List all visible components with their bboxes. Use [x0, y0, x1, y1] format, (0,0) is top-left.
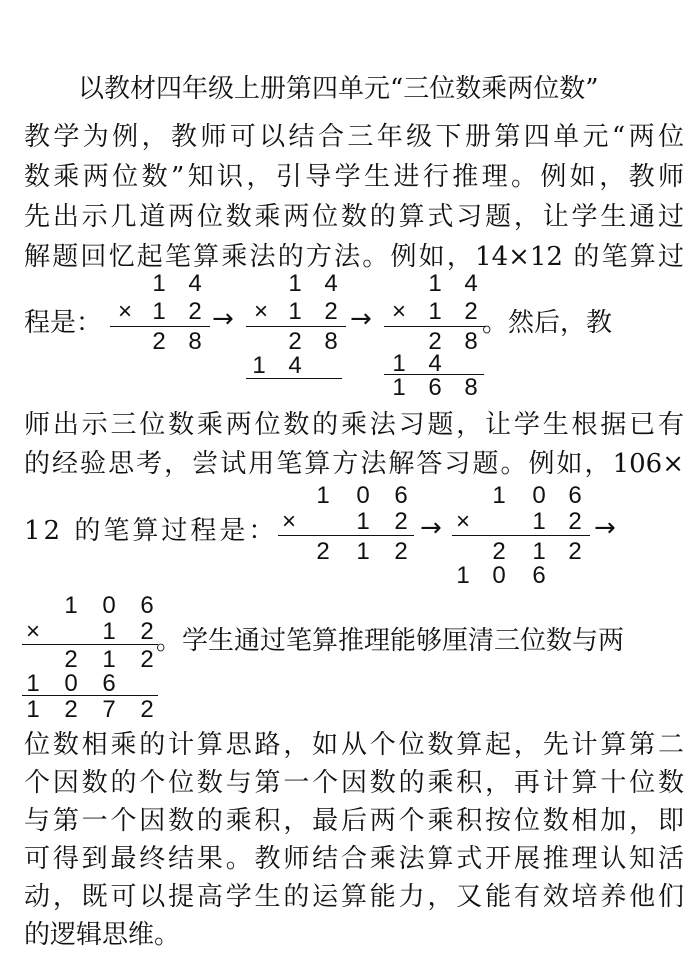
digit: 1 — [252, 352, 266, 379]
digit: 1 — [532, 538, 546, 565]
times-sign: × — [25, 618, 40, 645]
rule — [452, 535, 590, 536]
digit: 1 — [428, 298, 442, 325]
digit: 1 — [288, 270, 302, 297]
digit: 0 — [492, 562, 506, 589]
digit: 2 — [288, 328, 302, 355]
digit: 1 — [532, 508, 546, 535]
times-sign: × — [455, 508, 470, 535]
arrow-4: → — [594, 513, 616, 543]
digit: 1 — [64, 592, 78, 619]
times-sign: × — [391, 298, 406, 325]
digit: 1 — [392, 350, 406, 377]
digit: 2 — [464, 298, 478, 325]
digit: 4 — [188, 270, 202, 297]
rule — [22, 644, 158, 645]
digit: 2 — [568, 538, 582, 565]
calc-106x12-step3 — [20, 592, 160, 724]
digit: 8 — [188, 328, 202, 355]
digit: 2 — [152, 328, 166, 355]
digit: 8 — [464, 374, 478, 401]
digit: 2 — [140, 618, 154, 645]
digit: 1 — [456, 562, 470, 589]
digit: 1 — [288, 298, 302, 325]
text-line-6-end: 。然后，教 — [482, 308, 613, 338]
digit: 1 — [26, 696, 40, 723]
digit: 2 — [428, 328, 442, 355]
times-sign: × — [281, 508, 296, 535]
digit: 8 — [324, 328, 338, 355]
text-line-11: 位数相乘的计算思路，如从个位数算起，先计算第二 — [24, 730, 684, 760]
text-line-16: 的逻辑思维。 — [24, 920, 181, 950]
arrow-3: → — [420, 513, 442, 543]
arrow-2: → — [350, 304, 372, 334]
digit: 1 — [102, 646, 116, 673]
digit: 8 — [464, 328, 478, 355]
text-line-14: 可得到最终结果。教师结合乘法算式开展推理认知活 — [24, 844, 684, 874]
digit: 6 — [428, 374, 442, 401]
digit: 6 — [394, 482, 408, 509]
digit: 1 — [492, 482, 506, 509]
text-line-2: 教学为例，教师可以结合三年级下册第四单元“两位 — [24, 122, 684, 152]
digit: 1 — [26, 670, 40, 697]
rule — [278, 535, 414, 536]
digit: 1 — [316, 482, 330, 509]
arrow-1: → — [212, 304, 234, 334]
digit: 2 — [394, 538, 408, 565]
calc-14x12-step1 — [108, 270, 212, 360]
digit: 0 — [356, 482, 370, 509]
rule — [246, 326, 346, 327]
digit: 1 — [102, 618, 116, 645]
text-line-8: 的经验思考，尝试用笔算方法解答习题。例如，106× — [24, 449, 684, 479]
text-line-7: 师出示三位数乘两位数的乘法习题，让学生根据已有 — [24, 410, 684, 440]
rule — [110, 326, 210, 327]
digit: 4 — [324, 270, 338, 297]
digit: 1 — [152, 298, 166, 325]
digit: 0 — [102, 592, 116, 619]
digit: 4 — [464, 270, 478, 297]
digit: 2 — [394, 508, 408, 535]
digit: 0 — [532, 482, 546, 509]
calc-106x12-step2 — [450, 482, 592, 590]
digit: 1 — [356, 508, 370, 535]
digit: 4 — [288, 352, 302, 379]
text-line-13: 与第一个因数的乘积，最后两个乘积按位数相加，即 — [24, 806, 684, 836]
digit: 2 — [140, 696, 154, 723]
calc-106x12-step1 — [276, 482, 416, 572]
digit: 6 — [140, 592, 154, 619]
calc-14x12-step2 — [244, 270, 348, 386]
text-line-10-end: 。学生通过笔算推理能够厘清三位数与两 — [156, 626, 625, 656]
times-sign: × — [253, 298, 268, 325]
digit: 2 — [64, 646, 78, 673]
digit: 2 — [492, 538, 506, 565]
digit: 2 — [188, 298, 202, 325]
rule — [384, 326, 486, 327]
digit: 6 — [568, 482, 582, 509]
text-line-12: 个因数的个位数与第一个因数的乘积，再计算十位数 — [24, 768, 684, 798]
digit: 2 — [568, 508, 582, 535]
text-line-5: 解题回忆起笔算乘法的方法。例如，14×12 的笔算过 — [24, 242, 684, 272]
digit: 0 — [64, 670, 78, 697]
digit: 2 — [140, 646, 154, 673]
digit: 1 — [428, 270, 442, 297]
digit: 1 — [152, 270, 166, 297]
text-line-9-start: 12 的笔算过程是： — [24, 516, 278, 546]
digit: 7 — [102, 696, 116, 723]
rule — [246, 378, 342, 379]
text-line-4: 先出示几道两位数乘两位数的算式习题，让学生通过 — [24, 202, 684, 232]
text-line-1: 以教材四年级上册第四单元“三位数乘两位数” — [78, 74, 599, 104]
text-line-15: 动，既可以提高学生的运算能力，又能有效培养他们 — [24, 882, 684, 912]
digit: 1 — [356, 538, 370, 565]
digit: 6 — [532, 562, 546, 589]
text-line-3: 数乘两位数”知识，引导学生进行推理。例如，教师 — [24, 162, 684, 192]
digit: 2 — [64, 696, 78, 723]
digit: 6 — [102, 670, 116, 697]
digit: 1 — [392, 374, 406, 401]
times-sign: × — [117, 298, 132, 325]
digit: 2 — [316, 538, 330, 565]
digit: 4 — [428, 350, 442, 377]
digit: 2 — [324, 298, 338, 325]
calc-14x12-step3 — [382, 270, 488, 404]
text-line-6-start: 程是： — [24, 308, 103, 338]
